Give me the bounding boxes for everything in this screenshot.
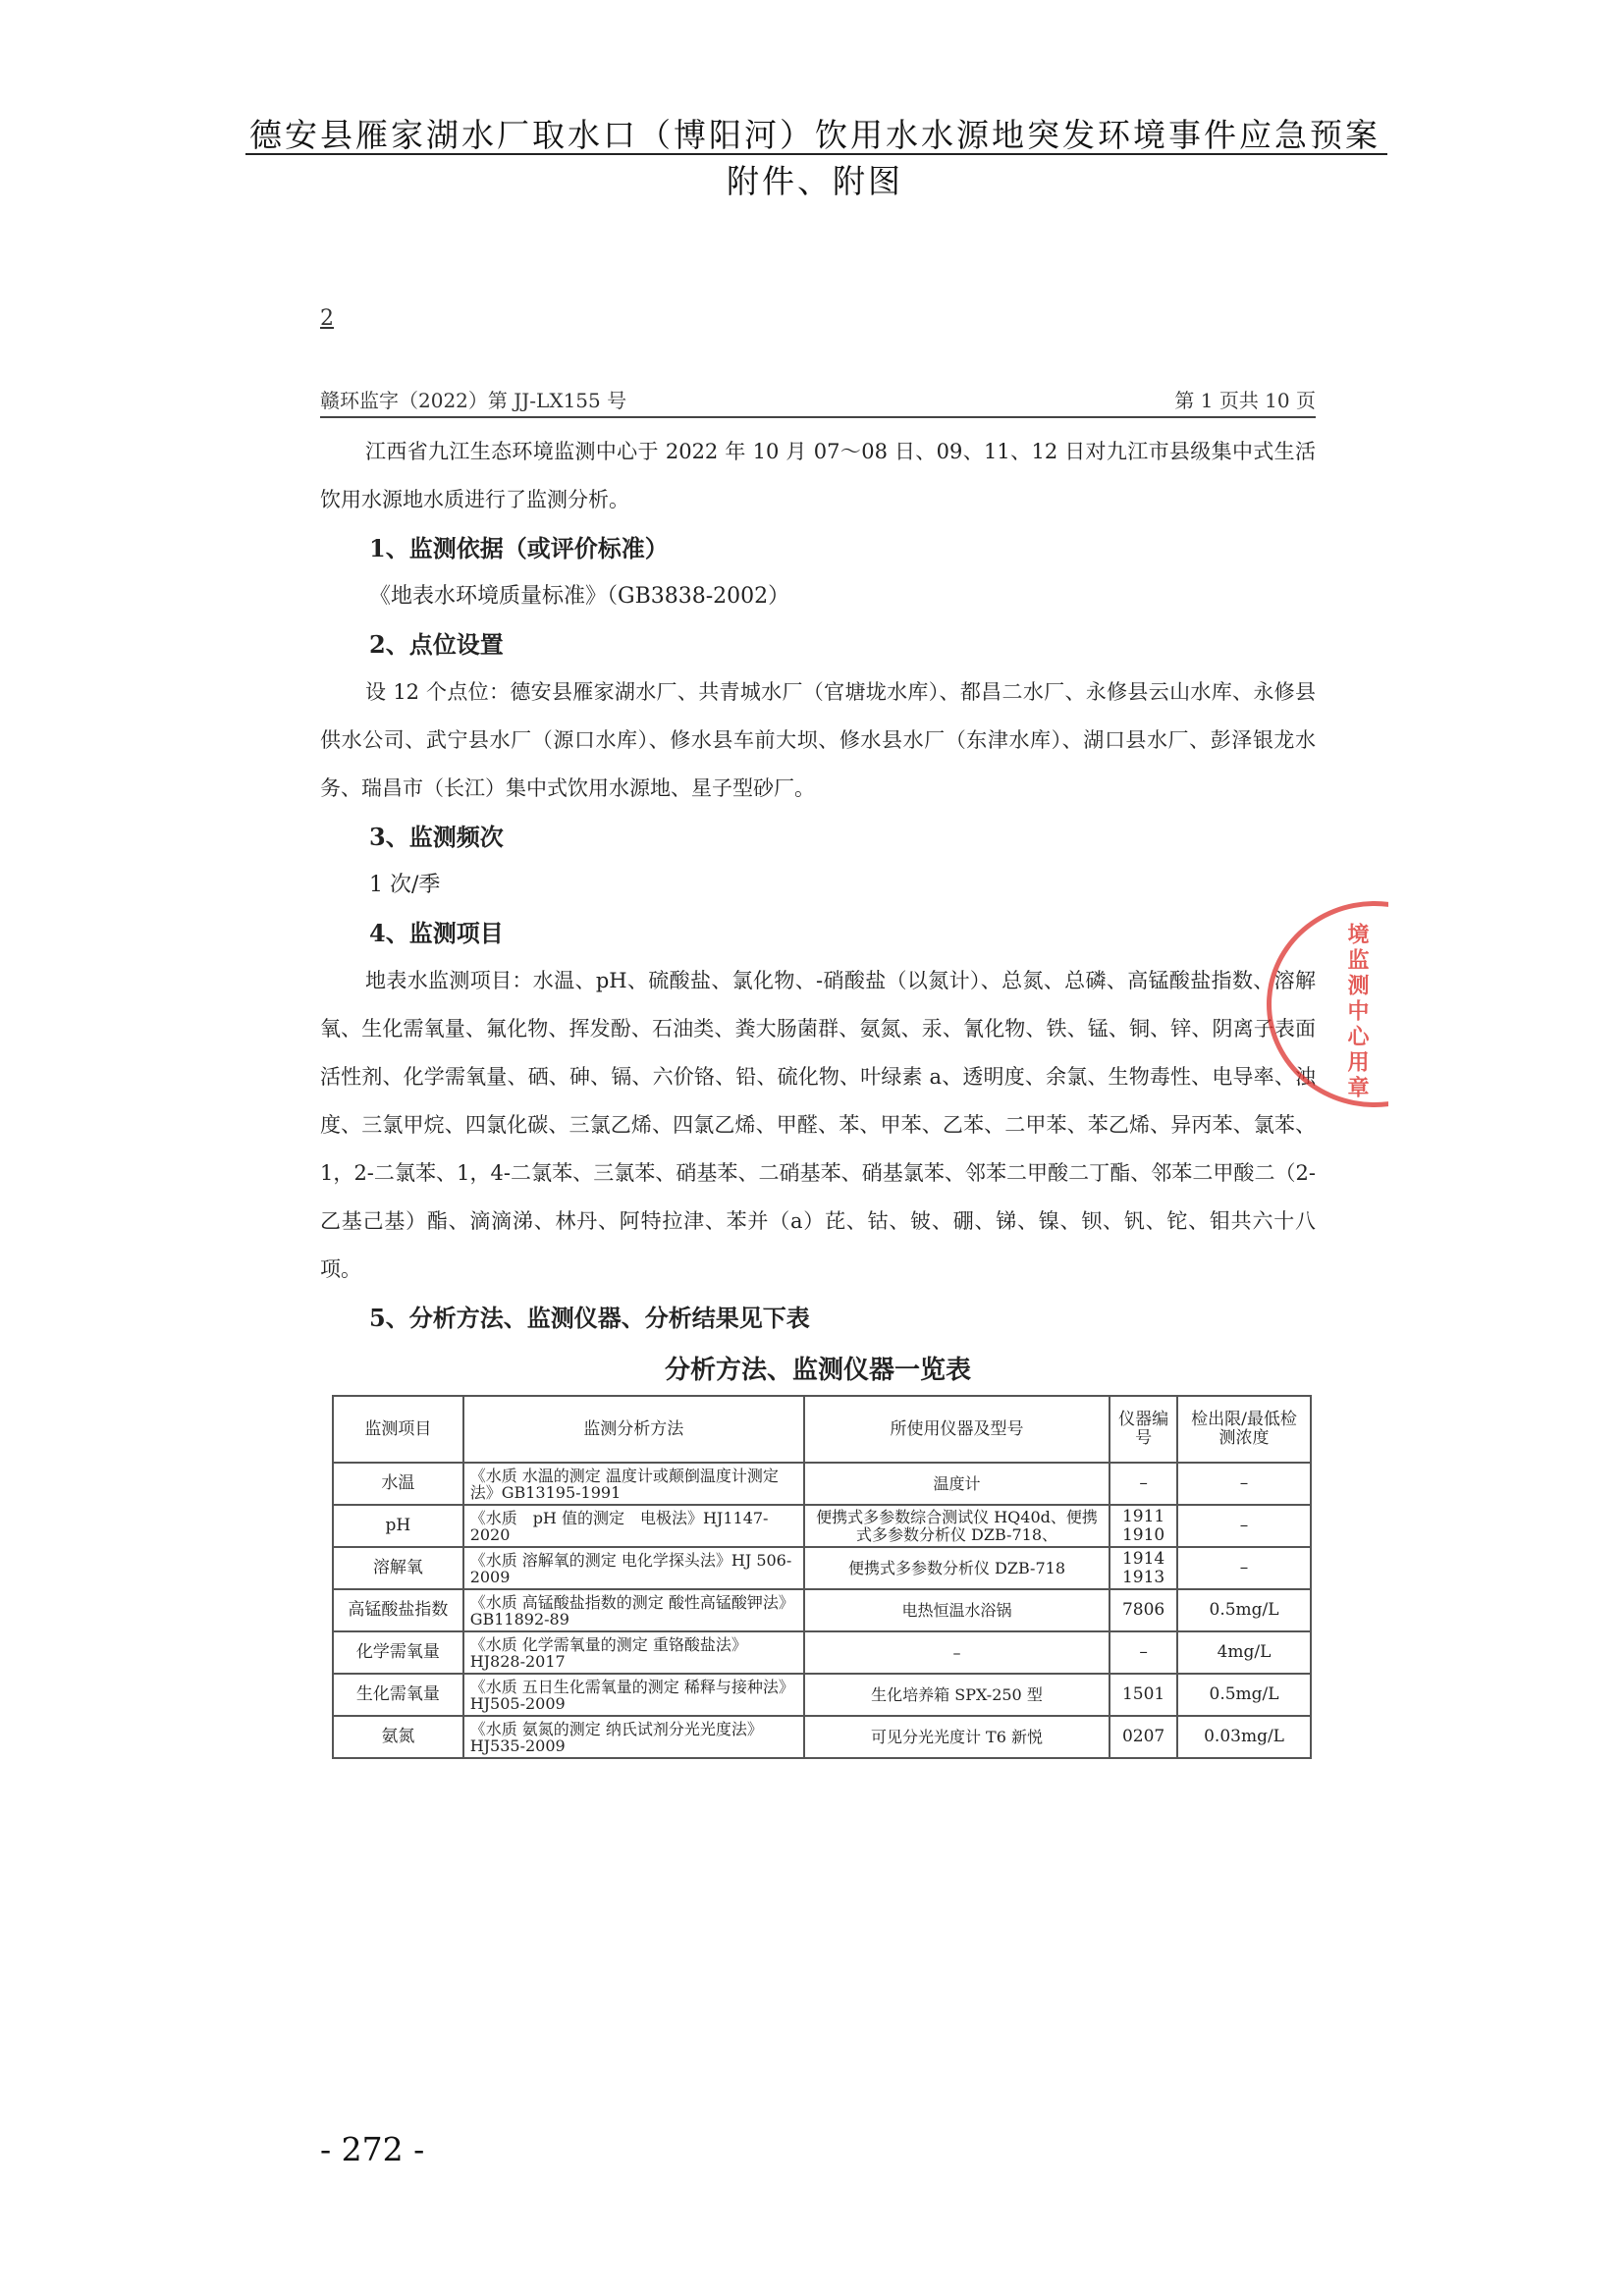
header-cell-method: 监测分析方法 bbox=[463, 1396, 804, 1463]
table-row bbox=[333, 1505, 1311, 1547]
cell-instrument: 生化培养箱 SPX-250 型 bbox=[804, 1674, 1110, 1716]
cell-item: 溶解氧 bbox=[333, 1547, 463, 1589]
cell-item: 水温 bbox=[333, 1463, 463, 1505]
cell-detection-limit: – bbox=[1177, 1505, 1311, 1547]
cell-instrument-no: – bbox=[1110, 1463, 1177, 1505]
running-header: 德安县雁家湖水厂取水口（博阳河）饮用水水源地突发环境事件应急预案附件、附图 bbox=[249, 116, 1380, 200]
cell-item: pH bbox=[333, 1505, 463, 1547]
header-cell-detection-limit: 检出限/最低检测浓度 bbox=[1177, 1396, 1311, 1463]
cell-instrument-no: – bbox=[1110, 1631, 1177, 1674]
cell-instrument-no: 1914 1913 bbox=[1110, 1547, 1177, 1589]
header-divider bbox=[245, 153, 1387, 155]
cell-instrument: 可见分光光度计 T6 新悦 bbox=[804, 1716, 1110, 1758]
table-header-row bbox=[333, 1396, 1311, 1463]
cell-detection-limit: – bbox=[1177, 1547, 1311, 1589]
cell-method: 《水质 高锰酸盐指数的测定 酸性高锰酸钾法》 GB11892-89 bbox=[463, 1589, 804, 1631]
table-row bbox=[333, 1674, 1311, 1716]
table-row bbox=[333, 1631, 1311, 1674]
cell-method: 《水质 氨氮的测定 纳氏试剂分光光度法》HJ535-2009 bbox=[463, 1716, 804, 1758]
section-2-text: 设 12 个点位：德安县雁家湖水厂、共青城水厂（官塘垅水库）、都昌二水厂、永修县云山水库、永修县供水公司、武宁县水厂（源口水库）、修水县车前大坝、修水县水厂（东津水库）、湖口县水厂、彭泽银龙水务、瑞昌市（长江）集中式饮用水源地、星子型砂厂。 bbox=[320, 680, 1316, 800]
cell-detection-limit: 0.5mg/L bbox=[1177, 1589, 1311, 1631]
cell-instrument: 便携式多参数综合测试仪 HQ40d、便携式多参数分析仪 DZB-718、 bbox=[804, 1505, 1110, 1547]
section-1-text: 《地表水环境质量标准》（GB3838-2002） bbox=[369, 584, 790, 609]
section-4-heading: 4、监测项目 bbox=[369, 919, 504, 947]
cell-item: 生化需氧量 bbox=[333, 1674, 463, 1716]
section-4-text: 地表水监测项目：水温、pH、硫酸盐、氯化物、-硝酸盐（以氮计）、总氮、总磷、高锰酸盐指数、溶解氧、生化需氧量、氟化物、挥发酚、石油类、粪大肠菌群、氨氮、汞、氰化物、铁、锰、铜、锌、阴离子表面活性剂、化学需氧量、硒、砷、镉、六价铬、铅、硫化物、叶绿素 a、透明度、余氯、生物毒性、电导率、浊度、三氯甲烷、四氯化碳、三氯乙烯、四氯乙烯、甲醛、苯、甲苯、乙苯、二甲苯、苯乙烯、异丙苯、氯苯、1，2-二氯苯、1，4-二氯苯、三氯苯、硝基苯、二硝基苯、硝基氯苯、邻苯二甲酸二丁酯、邻苯二甲酸二（2-乙基己基）酯、滴滴涕、林丹、阿特拉津、苯并（a）芘、钴、铍、硼、锑、镍、钡、钒、铊、钼共六十八项。 bbox=[320, 969, 1316, 1281]
cell-detection-limit: – bbox=[1177, 1463, 1311, 1505]
cell-detection-limit: 0.5mg/L bbox=[1177, 1674, 1311, 1716]
cell-instrument: 电热恒温水浴锅 bbox=[804, 1589, 1110, 1631]
report-page-count: 第 1 页共 10 页 bbox=[1174, 389, 1316, 412]
header-cell-instrument: 所使用仪器及型号 bbox=[804, 1396, 1110, 1463]
cell-item: 高锰酸盐指数 bbox=[333, 1589, 463, 1631]
table-row bbox=[333, 1547, 1311, 1589]
intro-paragraph: 江西省九江生态环境监测中心于 2022 年 10 月 07～08 日、09、11、12 日对九江市县级集中式生活饮用水源地水质进行了监测分析。 bbox=[320, 440, 1316, 511]
table-row bbox=[333, 1589, 1311, 1631]
cell-instrument-no: 1911 1910 bbox=[1110, 1505, 1177, 1547]
section-3-text: 1 次/季 bbox=[369, 873, 441, 897]
report-number: 赣环监字（2022）第 JJ-LX155 号 bbox=[320, 389, 627, 412]
cell-detection-limit: 4mg/L bbox=[1177, 1631, 1311, 1674]
seal-text: 境监测中心用章 bbox=[1344, 923, 1370, 1101]
table-row bbox=[333, 1463, 1311, 1505]
cell-instrument-no: 7806 bbox=[1110, 1589, 1177, 1631]
reference-divider bbox=[320, 416, 1316, 418]
table-title: 分析方法、监测仪器一览表 bbox=[664, 1356, 971, 1385]
cell-method: 《水质 溶解氧的测定 电化学探头法》HJ 506-2009 bbox=[463, 1547, 804, 1589]
report-body bbox=[320, 428, 1316, 1397]
cell-item: 氨氮 bbox=[333, 1716, 463, 1758]
cell-instrument: 便携式多参数分析仪 DZB-718 bbox=[804, 1547, 1110, 1589]
scanned-page-mark: 2 bbox=[320, 306, 334, 331]
cell-method: 《水质 五日生化需氧量的测定 稀释与接种法》HJ505-2009 bbox=[463, 1674, 804, 1716]
cell-instrument-no: 0207 bbox=[1110, 1716, 1177, 1758]
cell-method: 《水质 化学需氧量的测定 重铬酸盐法》HJ828-2017 bbox=[463, 1631, 804, 1674]
methods-instruments-table bbox=[332, 1395, 1312, 1759]
header-cell-instrument-no: 仪器编号 bbox=[1110, 1396, 1177, 1463]
section-5-heading: 5、分析方法、监测仪器、分析结果见下表 bbox=[369, 1304, 810, 1332]
section-3-heading: 3、监测频次 bbox=[369, 823, 504, 851]
page-number: - 272 - bbox=[320, 2130, 425, 2168]
section-2-heading: 2、点位设置 bbox=[369, 630, 504, 659]
cell-item: 化学需氧量 bbox=[333, 1631, 463, 1674]
cell-method: 《水质 pH 值的测定 电极法》HJ1147-2020 bbox=[463, 1505, 804, 1547]
cell-instrument: 温度计 bbox=[804, 1463, 1110, 1505]
report-reference-line bbox=[320, 385, 1316, 414]
cell-instrument: – bbox=[804, 1631, 1110, 1674]
table-row bbox=[333, 1716, 1311, 1758]
cell-method: 《水质 水温的测定 温度计或颠倒温度计测定法》GB13195-1991 bbox=[463, 1463, 804, 1505]
header-cell-item: 监测项目 bbox=[333, 1396, 463, 1463]
section-1-heading: 1、监测依据（或评价标准） bbox=[369, 534, 669, 562]
cell-detection-limit: 0.03mg/L bbox=[1177, 1716, 1311, 1758]
cell-instrument-no: 1501 bbox=[1110, 1674, 1177, 1716]
